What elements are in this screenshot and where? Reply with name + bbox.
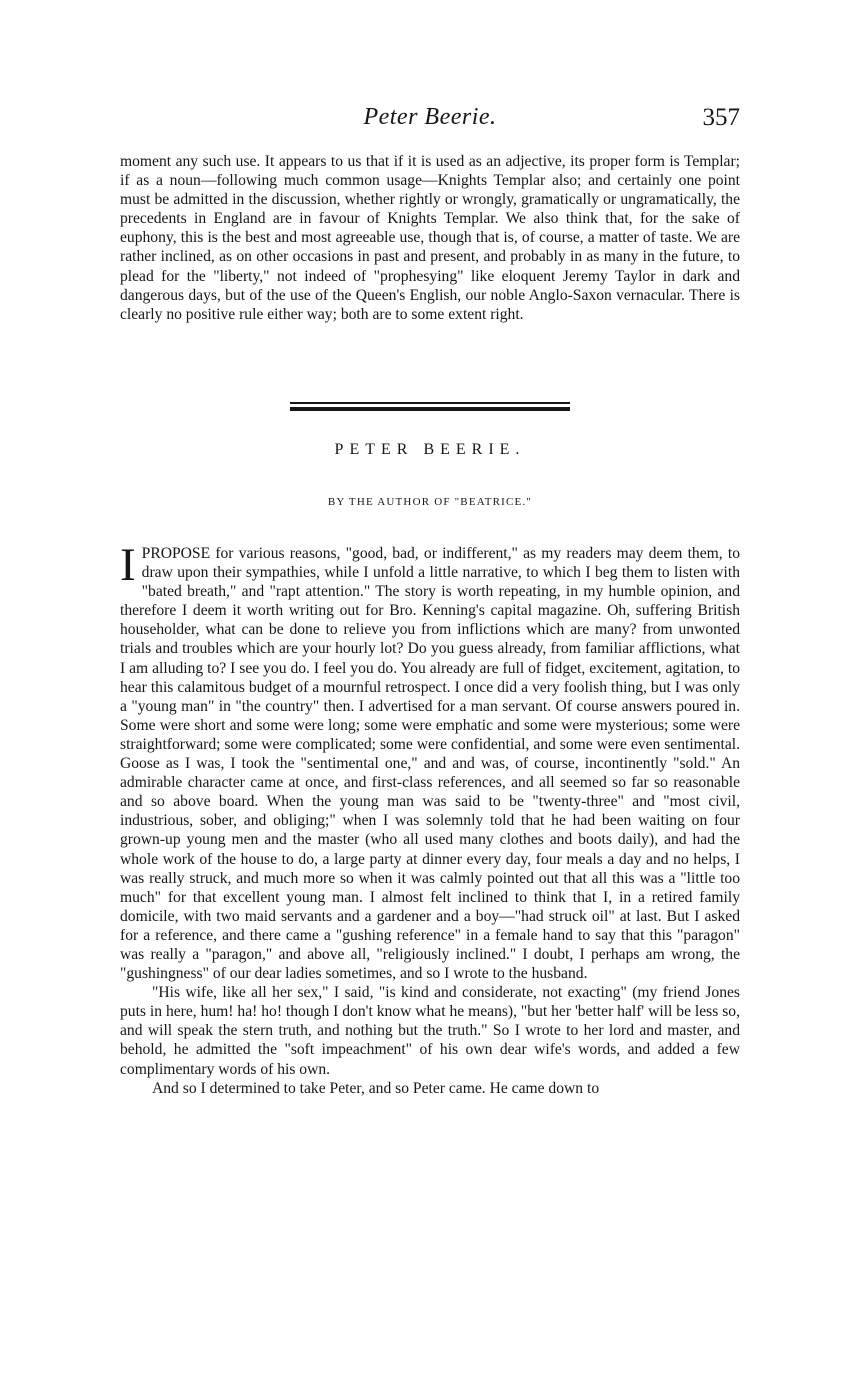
section-divider-thin	[290, 402, 570, 404]
running-title: Peter Beerie.	[363, 104, 497, 130]
article-title: PETER BEERIE.	[334, 441, 526, 458]
article-byline: BY THE AUTHOR OF "BEATRICE."	[327, 496, 533, 508]
article-paragraph-1-text: PROPOSE for various reasons, "good, bad, or indifferent," as my readers may deem them, to draw upon their sympathies, while I unfold a little narrative, to which I beg them to listen with "bated breath," and "rapt attention." The story is worth repeating, in my humble opinion, and therefore I deem it worth writing out for Bro. Kenning's capital magazine. Oh, suffering British householder, what can be done to relieve you from inflictions which are many? from unwonted trials and troubles which are your hourly lot? Do you guess already, from familiar afflictions, what I am alluding to? I see you do. I feel you do. You already are full of fidget, excitement, agitation, to hear this calamitous budget of a mournful retrospect. I once did a very foolish thing, but I was only a "young man" in "the country" then. I advertised for a man servant. Of course answers poured in. Some were short and some were long; some were emphatic and some were mysterious; some were straightforward; some were complicated; some were confidential, and some were even sentimental. Goose as I was, I took the "sentimental one," and and was, of course, incontinently "sold." An admirable character came at once, and first-class references, and all seemed so far so reasonable and so above board. When the young man was said to be "twenty-three" and "most civil, industrious, sober, and obliging;" when I was solemnly told that he had been waiting on four grown-up young men and the master (who all used many clothes and boots daily), and had the whole work of the house to do, a large party at dinner every day, four meals a day and no helps, I was really struck, and much more so when it was calmly pointed out that all this was a "little too much" for that excellent young man. I almost felt inclined to think that I, in a retired family domicile, with two maid servants and a gardener and a boy—"had struck oil" at last. But I asked for a reference, and there came a "gushing reference" in a female hand to say that this "paragon" was really a "paragon," and above all, "religiously inclined." I doubt, I perhaps am wrong, the "gushingness" of our dear ladies sometimes, and so I wrote to the husband.	[120, 545, 740, 983]
article-paragraph-3: And so I determined to take Peter, and so Peter came. He came down to	[152, 1079, 600, 1097]
section-divider-thick	[290, 407, 570, 411]
page-number: 357	[702, 104, 740, 131]
article-paragraph-1	[120, 539, 740, 983]
drop-cap: I	[120, 539, 136, 591]
page-header	[120, 104, 740, 138]
article-body	[120, 539, 740, 1098]
continuation-paragraph: moment any such use. It appears to us that if it is used as an adjective, its proper form is Templar; if as a noun—following much common usage—Knights Templar also; and certainly one point must be admitted in the discussion, whether rightly or wrongly, gramatically or ungramatically, the precedents in England are in favour of Knights Templar. We also think that, for the sake of euphony, this is the best and most agreeable use, though that is, of course, a matter of taste. We are rather inclined, as on other occasions in past and present, and probably in as many in the future, to plead for the "liberty," not indeed of "prophesying" like eloquent Jeremy Taylor in dark and dangerous days, but of the use of the Queen's English, our noble Anglo-Saxon vernacular. There is clearly no positive rule either way; both are to some extent right.	[120, 153, 740, 323]
article-paragraph-2: "His wife, like all her sex," I said, "is kind and considerate, not exacting" (my friend Jones puts in here, hum! ha! ho! though I don't know what he means), "but her 'better half' will be less so, and will speak the stern truth, and nothing but the truth." So I wrote to her lord and master, and behold, he admitted the "soft impeachment" of his own dear wife's words, and added a few complimentary words of his own.	[120, 984, 740, 1078]
